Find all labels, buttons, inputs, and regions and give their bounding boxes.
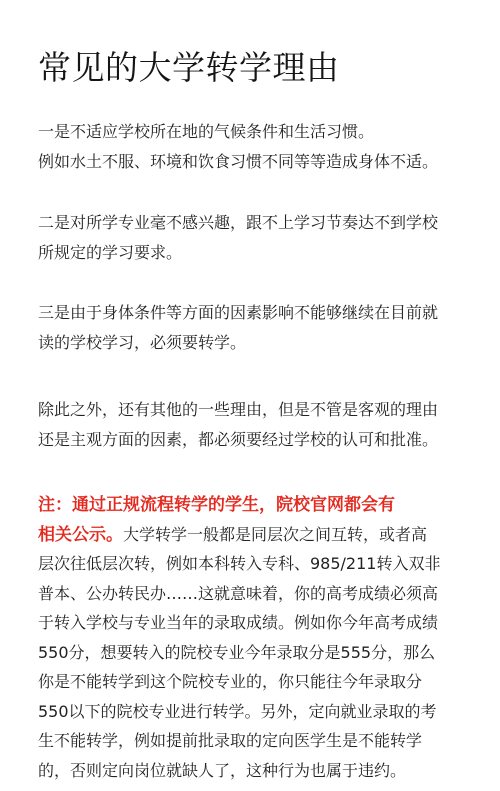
- reason-1-line-1: [38, 117, 468, 147]
- reason-2-line-1: 二是对所学专业毫不感兴趣，跟不上学习节奏达不到学校: [38, 213, 439, 232]
- page-title: 常见的大学转学理由: [38, 48, 340, 87]
- note-highlight-line-2: 相关公示。: [38, 524, 123, 545]
- reason-4-line-1: 除此之外，还有其他的一些理由，但是不管是客观的理由: [38, 400, 439, 419]
- note-line-2-rest: 大学转学一般都是同层次之间互转，或者高: [123, 524, 428, 544]
- note-line-2: [38, 520, 468, 550]
- note-line-3: 层次往低层次转，例如本科转入专科、985/211转入双非: [38, 554, 441, 573]
- note-line-7: 你是不能转学到这个院校专业的，你只能往今年录取分: [38, 672, 423, 691]
- reason-1-example-text: 例如水土不服、环境和饮食习惯不同等等造成身体不适。: [38, 152, 439, 171]
- note-line-6: 550分，想要转入的院校专业今年录取分是555分，那么: [38, 642, 436, 662]
- reason-4-paragraph: [38, 395, 468, 455]
- note-paragraph: [38, 490, 468, 785]
- reason-3-line-2: 读的学校学习，必须要转学。: [38, 333, 247, 352]
- note-line-5: 于转入学校与专业当年的录取成绩。例如你今年高考成绩: [38, 613, 439, 632]
- note-line-8: 550以下的院校专业进行转学。另外，定向就业录取的考: [38, 701, 437, 721]
- reason-2-paragraph: [38, 208, 468, 268]
- reason-3-paragraph: [38, 298, 468, 358]
- note-line-10: 的，否则定向岗位就缺人了，这种行为也属于违约。: [38, 760, 407, 780]
- note-highlight-line-1: 注：通过正规流程转学的学生，院校官网都会有: [38, 495, 395, 515]
- reason-3-line-1: 三是由于身体条件等方面的因素影响不能够继续在目前就: [38, 303, 439, 322]
- reason-2-line-2: 所规定的学习要求。: [38, 243, 183, 262]
- reason-1-line-2: [38, 147, 468, 177]
- note-line-9: 生不能转学，例如提前批录取的定向医学生是不能转学: [38, 731, 423, 750]
- note-line-1: [38, 490, 468, 520]
- note-line-4: 普本、公办转民办……这就意味着，你的高考成绩必须高: [38, 583, 439, 603]
- reason-4-line-2: 还是主观方面的因素，都必须要经过学校的认可和批准。: [38, 430, 439, 449]
- reason-1-text: 一是不适应学校所在地的气候条件和生活习惯。: [38, 122, 375, 141]
